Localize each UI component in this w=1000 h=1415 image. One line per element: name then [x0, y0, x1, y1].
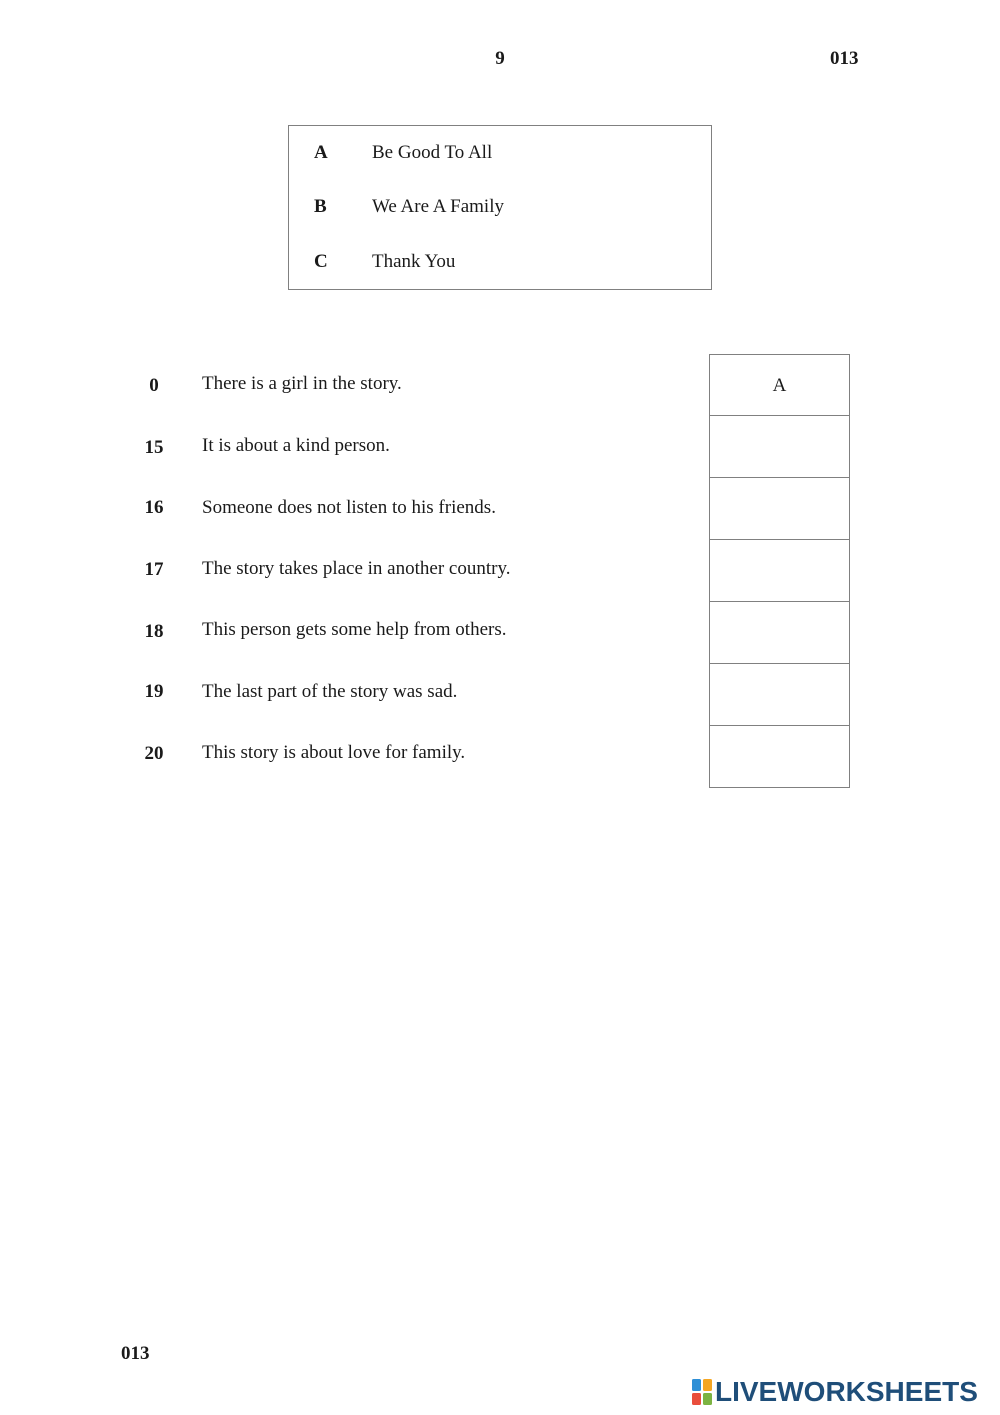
page-number: 9 — [495, 48, 505, 69]
question-row — [0, 681, 1000, 711]
question-number: 20 — [144, 743, 164, 764]
question-text: There is a girl in the story. — [202, 373, 402, 394]
page-code-bottom: 013 — [121, 1343, 150, 1364]
question-row — [0, 742, 1000, 772]
liveworksheets-logo-icon — [692, 1379, 712, 1405]
answer-box[interactable] — [709, 664, 850, 726]
option-text: We Are A Family — [372, 196, 504, 217]
option-row-a — [289, 142, 711, 172]
answer-box[interactable] — [709, 540, 850, 602]
question-text: The last part of the story was sad. — [202, 681, 458, 702]
question-text: Someone does not listen to his friends. — [202, 497, 496, 518]
answer-column — [709, 354, 850, 788]
question-number: 0 — [149, 375, 159, 396]
question-text: The story takes place in another country. — [202, 558, 511, 579]
question-row — [0, 373, 1000, 403]
question-number: 17 — [144, 559, 164, 580]
question-text: This person gets some help from others. — [202, 619, 507, 640]
option-text: Thank You — [372, 251, 456, 272]
question-text: This story is about love for family. — [202, 742, 466, 763]
answer-box[interactable] — [709, 602, 850, 664]
question-row — [0, 558, 1000, 588]
question-number: 16 — [144, 497, 164, 518]
option-row-b — [289, 196, 711, 226]
option-row-c — [289, 251, 711, 281]
question-row — [0, 435, 1000, 465]
question-number: 18 — [144, 621, 164, 642]
question-number: 15 — [144, 437, 164, 458]
answer-box: A — [709, 354, 850, 416]
option-letter: B — [314, 196, 327, 217]
option-letter: C — [314, 251, 328, 272]
question-number: 19 — [144, 681, 164, 702]
options-box — [288, 125, 712, 290]
question-row — [0, 497, 1000, 527]
question-row — [0, 619, 1000, 649]
answer-box[interactable] — [709, 478, 850, 540]
option-text: Be Good To All — [372, 142, 493, 163]
option-letter: A — [314, 142, 328, 163]
answer-box[interactable] — [709, 726, 850, 788]
answer-box[interactable] — [709, 416, 850, 478]
page-code-top: 013 — [830, 48, 859, 69]
liveworksheets-logo — [692, 1375, 978, 1409]
question-text: It is about a kind person. — [202, 435, 390, 456]
liveworksheets-logo-text: LIVEWORKSHEETS — [715, 1376, 978, 1407]
